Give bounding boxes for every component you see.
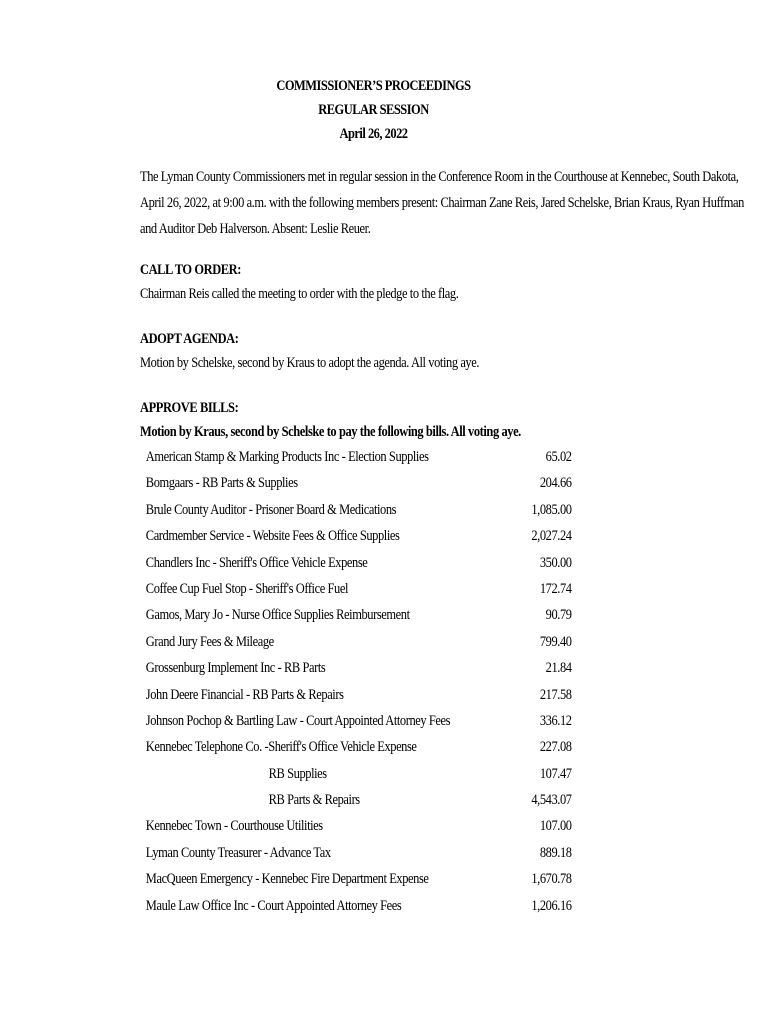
bills-list (140, 420, 572, 919)
bill-description: Bomgaars - RB Parts & Supplies (145, 475, 298, 492)
intro-line: April 26, 2022, at 9:00 a.m. with the following members present: Chairman Zane Reis, Jared Schelske, Brian Kraus, Ryan Huffman (140, 195, 744, 211)
intro-paragraph (140, 164, 770, 242)
bill-row (140, 813, 572, 839)
bill-amount: 350.00 (539, 554, 572, 571)
approve-bills-heading: APPROVE BILLS: (140, 400, 239, 416)
bill-amount: 204.66 (539, 475, 572, 492)
bill-row (140, 893, 572, 919)
bill-amount: 1,085.00 (531, 501, 572, 518)
bill-description: Cardmember Service - Website Fees & Office Supplies (145, 528, 400, 545)
bill-description: Grand Jury Fees & Mileage (145, 633, 274, 650)
intro-line: The Lyman County Commissioners met in regular session in the Conference Room in the Courthouse at Kennebec, South Dakota, (140, 169, 739, 185)
approve-bills-section (140, 396, 770, 420)
header-title: COMMISSIONER’S PROCEEDINGS (276, 78, 471, 94)
bill-description: Kennebec Town - Courthouse Utilities (145, 818, 323, 835)
header-session: REGULAR SESSION (318, 102, 429, 118)
bill-description: John Deere Financial - RB Parts & Repairs (145, 686, 344, 703)
bill-row (140, 655, 572, 681)
bill-row (140, 866, 572, 892)
bill-description: Kennebec Telephone Co. -Sheriff's Office Vehicle Expense (145, 739, 417, 756)
bill-row (140, 523, 572, 549)
call-to-order-text: Chairman Reis called the meeting to order with the pledge to the flag. (140, 286, 459, 302)
bill-description: Lyman County Treasurer - Advance Tax (145, 844, 331, 861)
intro-line: and Auditor Deb Halverson. Absent: Leslie Reuer. (140, 221, 371, 237)
bill-amount: 227.08 (539, 739, 572, 756)
bill-description: Maule Law Office Inc - Court Appointed Attorney Fees (145, 897, 402, 914)
bill-row (140, 734, 572, 760)
call-to-order-heading: CALL TO ORDER: (140, 262, 241, 278)
bill-amount: 65.02 (545, 449, 572, 465)
bill-amount: 799.40 (539, 633, 572, 650)
bill-amount: 2,027.24 (531, 528, 572, 545)
document-header (0, 74, 747, 146)
bill-description: Coffee Cup Fuel Stop - Sheriff's Office Fuel (145, 580, 348, 597)
bill-description: RB Parts & Repairs (268, 792, 360, 809)
bill-amount: 889.18 (539, 844, 572, 861)
adopt-agenda-heading: ADOPT AGENDA: (140, 331, 239, 347)
bill-amount: 4,543.07 (531, 792, 572, 809)
bill-row (140, 470, 572, 496)
bill-row (140, 550, 572, 576)
approve-bills-motion: Motion by Kraus, second by Schelske to pay the following bills. All voting aye. (140, 424, 521, 440)
bill-row (140, 602, 572, 628)
bill-row (140, 787, 572, 813)
bill-description: Chandlers Inc - Sheriff's Office Vehicle Expense (145, 554, 368, 571)
bill-amount: 21.84 (545, 660, 572, 677)
bill-description: Grossenburg Implement Inc - RB Parts (145, 660, 326, 677)
bill-amount: 336.12 (539, 712, 572, 729)
header-date: April 26, 2022 (339, 126, 408, 142)
call-to-order-section (140, 258, 770, 306)
bill-row (140, 682, 572, 708)
bill-description: Johnson Pochop & Bartling Law - Court Appointed Attorney Fees (145, 712, 451, 729)
bill-amount: 107.00 (539, 818, 572, 835)
bill-description: RB Supplies (268, 765, 327, 782)
bill-row (140, 761, 572, 787)
bill-amount: 1,670.78 (531, 871, 572, 888)
bill-row (140, 444, 572, 470)
bill-amount: 107.47 (539, 765, 572, 782)
bill-row (140, 840, 572, 866)
bill-description: American Stamp & Marking Products Inc - Election Supplies (145, 449, 429, 465)
bill-row (140, 708, 572, 734)
bill-amount: 1,206.16 (531, 897, 572, 914)
bill-rows (140, 444, 572, 919)
bill-amount: 217.58 (539, 686, 572, 703)
bill-description: Gamos, Mary Jo - Nurse Office Supplies Reimbursement (145, 607, 410, 624)
adopt-agenda-section (140, 327, 770, 375)
bill-amount: 172.74 (539, 580, 572, 597)
bill-description: Brule County Auditor - Prisoner Board & Medications (145, 501, 397, 518)
bill-row (140, 576, 572, 602)
bill-row (140, 497, 572, 523)
bill-amount: 90.79 (545, 607, 572, 624)
bill-description: MacQueen Emergency - Kennebec Fire Department Expense (145, 871, 429, 888)
bill-row (140, 629, 572, 655)
adopt-agenda-text: Motion by Schelske, second by Kraus to adopt the agenda. All voting aye. (140, 355, 480, 371)
